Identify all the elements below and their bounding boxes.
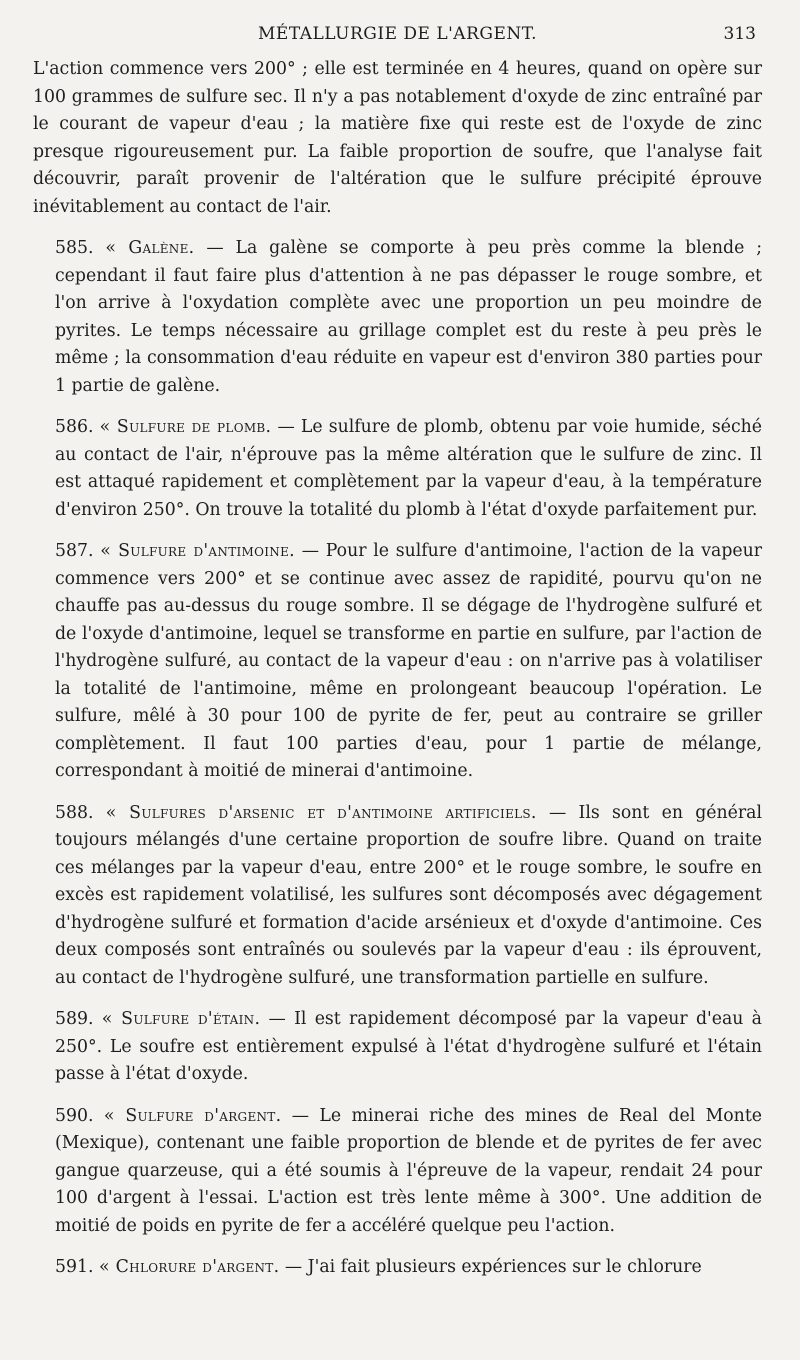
- paragraph-text: — Le sulfure de plomb, obtenu par voie humide, séché au contact de l'air, n'éprouve pas la même altération que le sulfure de zinc. Il est attaqué rapidement et complètement par la vapeur d'eau, à la température d'environ 250°. On trouve la totalité du plomb à l'état d'oxyde parfaitement pur.: [55, 417, 762, 520]
- paragraph-number: 585.: [55, 238, 94, 258]
- paragraph-text: — Pour le sulfure d'antimoine, l'action de la vapeur commence vers 200° et se continue avec assez de rapidité, pourvu qu'on ne chauffe pas au-dessus du rouge sombre. Il se dégage de l'hydrogène sulfuré et de l'oxyde d'antimoine, lequel se transforme en partie en sulfure, par l'action de l'hydrogène sulfuré, au contact de la vapeur d'eau : on n'arrive pas à volatiliser la totalité de l'antimoine, même en prolongeant beaucoup l'opération. Le sulfure, mêlé à 30 pour 100 de pyrite de fer, peut au contraire se griller complètement. Il faut 100 parties d'eau, pour 1 partie de mélange, correspondant à moitié de minerai d'antimoine.: [55, 541, 762, 781]
- paragraph-586: [33, 414, 762, 524]
- page-header: [33, 24, 762, 54]
- paragraph-number: 590.: [55, 1105, 94, 1126]
- paragraph-number: 587.: [55, 541, 94, 561]
- paragraph-number: 591.: [55, 1257, 94, 1277]
- paragraph-588: [33, 800, 762, 993]
- running-title: MÉTALLURGIE DE L'ARGENT.: [258, 24, 537, 44]
- paragraph-heading: « Sulfure d'antimoine.: [100, 541, 295, 561]
- paragraph-591: [33, 1254, 762, 1282]
- paragraph-heading: « Galène.: [105, 238, 195, 258]
- paragraph-text: — Ils sont en général toujours mélangés d'une certaine proportion de soufre libre. Quand on traite ces mélanges par la vapeur d'eau, entre 200° et le rouge sombre, le soufre en excès est rapidement volatilisé, les sulfures sont décomposés avec dégagement d'hydrogène sulfuré et formation d'acide arsénieux et d'oxyde d'antimoine. Ces deux composés sont entraînés ou soulevés par la vapeur d'eau : ils éprouvent, au contact de l'hydrogène sulfuré, une transformation partielle en sulfure.: [55, 802, 762, 988]
- paragraph-589: [33, 1006, 762, 1089]
- paragraph-heading: « Sulfure d'étain.: [101, 1009, 261, 1029]
- paragraph-text: L'action commence vers 200° ; elle est terminée en 4 heures, quand on opère sur 100 grammes de sulfure sec. Il n'y a pas notablement d'oxyde de zinc entraîné par le courant de vapeur d'eau ; la matière fixe qui reste est de l'oxyde de zinc presque rigoureusement pur. La faible proportion de soufre, que l'analyse fait découvrir, paraît provenir de l'altération que le sulfure précipité éprouve inévitablement au contact de l'air.: [33, 59, 762, 217]
- page-number: 313: [723, 24, 756, 44]
- paragraph-heading: « Chlorure d'argent.: [98, 1257, 280, 1277]
- paragraph-text: — Le minerai riche des mines de Real del Monte (Mexique), contenant une faible proportion de blende et de pyrites de fer avec gangue quarzeuse, qui a été soumis à l'épreuve de la vapeur, rendait 24 pour 100 d'argent à l'essai. L'action est très lente même à 300°. Une addition de moitié de poids en pyrite de fer a accéléré quelque peu l'action.: [55, 1105, 762, 1236]
- paragraph-heading: « Sulfure d'argent.: [103, 1105, 282, 1126]
- paragraph-text: — La galène se comporte à peu près comme la blende ; cependant il faut faire plus d'attention à ne pas dépasser le rouge sombre, et l'on arrive à l'oxydation complète avec une proportion un peu moindre de pyrites. Le temps nécessaire au grillage complet est du reste à peu près le même ; la consommation d'eau réduite en vapeur est d'environ 380 parties pour 1 partie de galène.: [55, 238, 763, 396]
- paragraph-text: — J'ai fait plusieurs expériences sur le chlorure: [279, 1257, 702, 1277]
- paragraph-number: 586.: [55, 417, 94, 437]
- paragraph-585: [33, 235, 762, 400]
- paragraph-590: [33, 1103, 762, 1241]
- paragraph-587: [33, 538, 762, 786]
- paragraph-number: 588.: [55, 802, 94, 823]
- paragraph-heading: « Sulfure de plomb.: [99, 417, 272, 437]
- paragraph-text: — Il est rapidement décomposé par la vapeur d'eau à 250°. Le soufre est entièrement expulsé à l'état d'hydrogène sulfuré et l'étain passe à l'état d'oxyde.: [55, 1009, 762, 1084]
- paragraph-heading: « Sulfures d'arsenic et d'antimoine artificiels.: [105, 802, 537, 823]
- paragraph-continuation: [33, 56, 762, 221]
- paragraph-number: 589.: [55, 1009, 94, 1029]
